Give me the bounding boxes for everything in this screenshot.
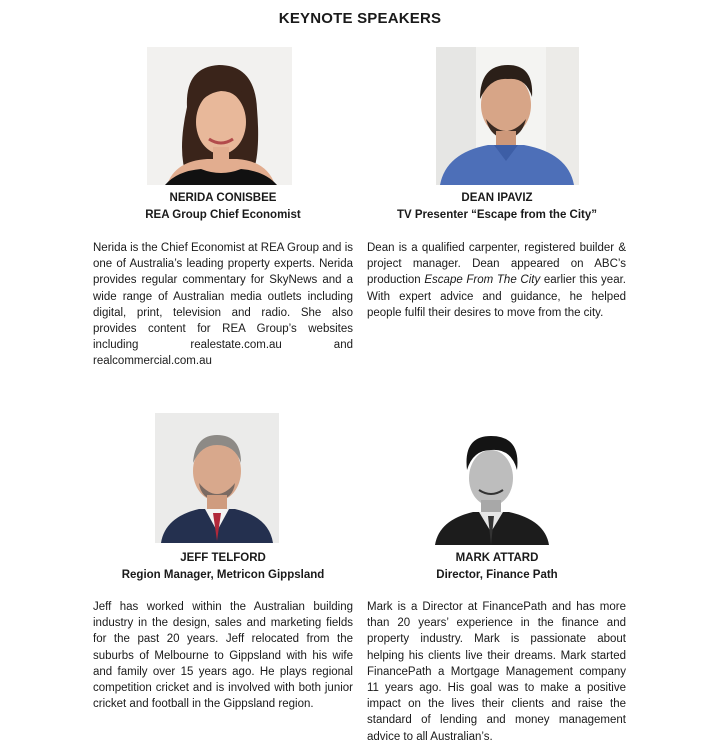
speaker-name-jeff-telford: JEFF TELFORD [180,552,266,564]
page-title: KEYNOTE SPEAKERS [278,10,442,27]
speaker-name-mark-attard: MARK ATTARD [455,552,539,564]
speaker-bio-dean-ipaviz: Dean is a qualified carpenter, registered builder & project manager. Dean appeared on ABC’s production Escape From The City earlier this year. With expert advice and guidance, he helped people fulfil their desires to move from the city. [367,242,626,319]
speaker-role-dean-ipaviz: TV Presenter “Escape from the City” [396,209,598,221]
speaker-role-nerida-conisbee: REA Group Chief Economist [145,209,301,221]
speaker-photo-dean-ipaviz [436,47,579,185]
speaker-photo-nerida-conisbee [147,47,292,185]
speaker-photo-jeff-telford [155,413,279,543]
speaker-role-mark-attard: Director, Finance Path [436,569,558,581]
speaker-photo-mark-attard [433,424,551,545]
speaker-name-dean-ipaviz: DEAN IPAVIZ [461,192,533,204]
speaker-bio-nerida-conisbee: Nerida is the Chief Economist at REA Group and is one of Australia’s leading property experts. Nerida provides regular commentary for SkyNews and a wide range of Australian media outlets including digital, print, television and radio. She also provides content for REA Group’s websites including realestate.com.au and realcommercial.com.au [93,242,353,368]
speaker-bio-jeff-telford: Jeff has worked within the Australian building industry in the design, sales and marketing fields for the past 20 years. Jeff relocated from the suburbs of Melbourne to Gippsland with his wife and family over 15 years ago. He plays regional competition cricket and is involved with both junior cricket and football in the Gippsland region. [93,601,353,711]
speaker-role-jeff-telford: Region Manager, Metricon Gippsland [121,569,325,581]
speaker-bio-mark-attard: Mark is a Director at FinancePath and has more than 20 years’ experience in the finance and property industry. Mark is passionate about helping his clients live their dreams. Mark started FinancePath a Mortgage Management company 11 years ago. His goal was to make a positive impact on the lives their clients and raise the standard of lending and money management advice to all Australian’s. [367,601,626,743]
speaker-name-nerida-conisbee: NERIDA CONISBEE [169,192,277,204]
